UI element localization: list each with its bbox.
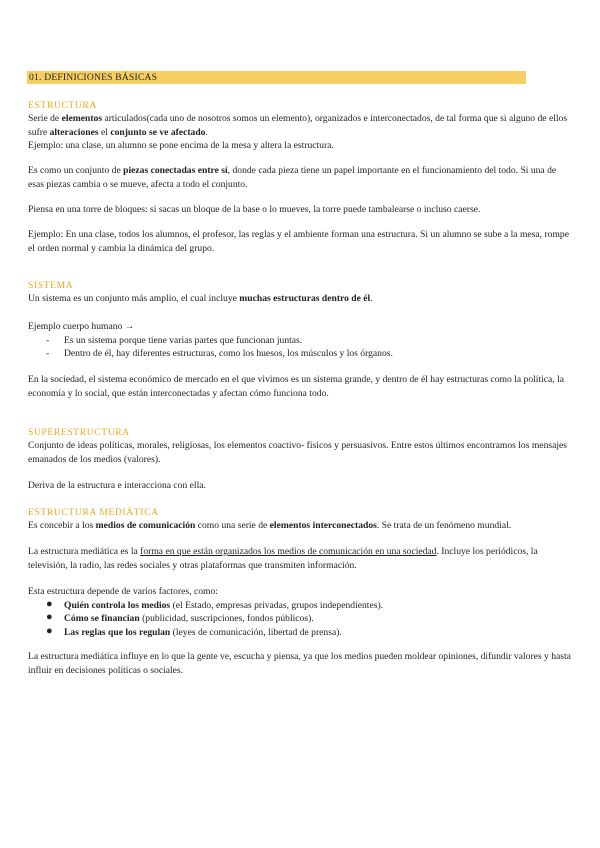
list-item — [28, 347, 574, 361]
text-run: . Se trata de un fenómeno mundial. — [376, 520, 512, 531]
bold-text: muchas estructuras dentro de él — [239, 293, 371, 304]
list-item — [28, 334, 574, 348]
superestructura-definition — [28, 439, 574, 466]
bold-text: Quién controla los medios — [64, 599, 171, 611]
mediatica-definition — [28, 519, 574, 533]
estructura-definition — [28, 112, 574, 153]
text-run: . — [205, 126, 208, 138]
text-run: , donde cada pieza tiene un papel importante en el funcionamiento del todo. Si una de esas piezas cambia o se mueve, afecta a todo el conjunto. — [28, 165, 557, 190]
text-run: . — [370, 293, 373, 304]
text-run: Serie de — [28, 113, 62, 124]
estructura-paragraph-4 — [28, 228, 574, 255]
bold-text: medios de comunicación — [95, 520, 196, 531]
sistema-society-text: En la sociedad, el sistema económico de mercado en el que vivimos es un sistema grande, y dentro de él hay estructuras como la política, la economía y lo social, que están interconectadas y afectan cómo funciona todo. — [28, 374, 565, 399]
bold-text: elementos interconectados — [269, 520, 377, 531]
estructura-tower-text: Piensa en una torre de bloques: si sacas un bloque de la base o lo mueves, la torre puede tambalearse o incluso caerse. — [28, 204, 481, 215]
text-run: Un sistema es un conjunto más amplio, el cual incluye — [28, 293, 240, 304]
estructura-example-2: Ejemplo: En una clase, todos los alumnos, el profesor, las reglas y el ambiente forman una estructura. Si un alumno se sube a la mesa, rompe el orden normal y cambia la dinámica del grupo. — [28, 229, 569, 254]
estructura-heading-text: ESTRUCTURA — [28, 100, 97, 111]
bold-text: Las reglas que los regulan — [64, 626, 171, 638]
dash-marker: - — [46, 348, 50, 359]
superestructura-paragraph-2 — [28, 479, 574, 493]
sistema-heading-text: SISTEMA — [28, 280, 74, 291]
bullet-icon: ● — [46, 624, 53, 637]
text-run: (publicidad, suscripciones, fondos públicos). — [139, 613, 314, 624]
sistema-heading — [28, 279, 574, 293]
bold-text: elementos — [61, 113, 103, 124]
mediatica-factors — [28, 585, 574, 639]
list-item — [28, 612, 574, 626]
mediatica-paragraph-4 — [28, 650, 574, 677]
bold-text: Cómo se financian — [64, 613, 140, 624]
superestructura-derive-text: Deriva de la estructura e interacciona con ella. — [28, 480, 206, 491]
bullet-icon: ● — [46, 597, 53, 610]
mediatica-paragraph-2 — [28, 545, 574, 572]
section-banner: 01. DEFINICIONES BÁSICAS — [27, 71, 526, 84]
sistema-example — [28, 320, 574, 361]
text-run: articulados(cada uno de nosotros somos un elemento), organizados e interconectados, de tal forma que si alguno de ellos sufre — [28, 113, 568, 138]
text-run: el — [98, 126, 111, 138]
text-run: La estructura mediática es la — [28, 546, 141, 557]
estructura-example-1: Ejemplo: una clase, un alumno se pone encima de la mesa y altera la estructura. — [28, 140, 334, 151]
text-run: (el Estado, empresas privadas, grupos independientes). — [170, 599, 384, 611]
text-run: . Incluye los periódicos, la televisión, la radio, las redes sociales y otras plataformas que transmiten información. — [28, 546, 538, 571]
list-item-text: Dentro de él, hay diferentes estructuras, como los huesos, los músculos y los órganos. — [64, 348, 393, 359]
bold-text: conjunto se ve afectado — [110, 126, 206, 138]
estructura-paragraph-2 — [28, 164, 574, 191]
underlined-text: forma en que están organizados los medios de comunicación en una sociedad — [140, 546, 437, 557]
mediatica-heading-text: ESTRUCTURA MEDIÁTICA — [28, 507, 159, 518]
estructura-paragraph-3 — [28, 203, 574, 217]
list-item — [28, 599, 574, 613]
bold-text: piezas conectadas entre sí — [123, 165, 228, 176]
superestructura-heading-text: SUPERESTRUCTURA — [28, 427, 130, 438]
bullet-icon: ● — [46, 611, 53, 623]
mediatica-heading — [28, 506, 574, 520]
list-item — [28, 626, 574, 640]
sistema-definition — [28, 292, 574, 306]
list-item-text: Es un sistema porque tiene varias partes que funcionan juntas. — [64, 334, 303, 346]
mediatica-influence-text: La estructura mediática influye en lo que la gente ve, escucha y piensa, ya que los medios pueden moldear opiniones, difundir valores y hasta influir en decisiones políticas o sociales. — [28, 651, 571, 676]
sistema-example-label: Ejemplo cuerpo humano → — [28, 321, 135, 332]
text-run: como una serie de — [195, 520, 270, 531]
text-run: Es como un conjunto de — [28, 165, 124, 176]
estructura-heading — [28, 99, 574, 113]
mediatica-factors-intro: Esta estructura depende de varios factores, como: — [28, 586, 218, 597]
text-run: (leyes de comunicación, libertad de prensa). — [170, 626, 342, 638]
superestructura-text: Conjunto de ideas políticas, morales, religiosas, los elementos coactivo- físicos y persuasivos. Entre estos últimos encontramos los mensajes emanados de los medios (valores). — [28, 440, 568, 465]
text-run: Es concebir a los — [28, 520, 96, 531]
sistema-paragraph-2 — [28, 373, 574, 400]
superestructura-heading — [28, 426, 574, 440]
dash-marker: - — [46, 334, 50, 346]
bold-text: alteraciones — [49, 126, 99, 138]
